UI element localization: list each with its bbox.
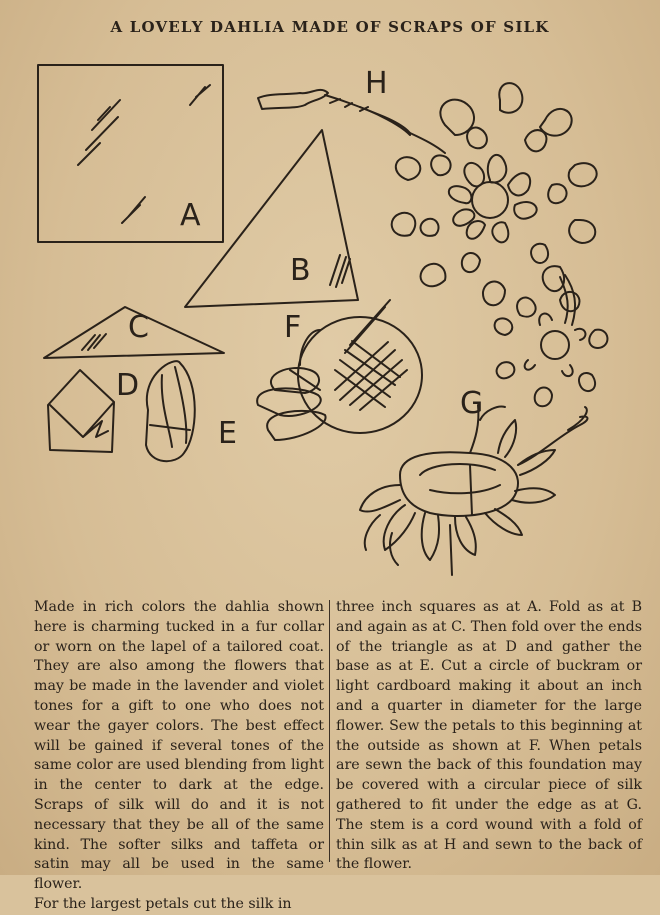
illustration	[0, 45, 660, 590]
dahlia-small	[495, 292, 608, 406]
paragraph: Made in rich colors the dahlia shown here is charming tucked in a fur collar or worn on the lapel of a tailored coat. They are also among the flowers that may be made in the lavender and violet tones for a gift to one who does not wear the gayer colors. The best effect will be gained if several tones of the same color are used blending from light in the center to dark at the edge. Scraps of silk will do and it is not necessary that they be all of the same kind. The softer silks and taffeta or satin may all be used in the same flower.	[34, 599, 324, 893]
stem-h	[258, 90, 328, 109]
column-divider	[329, 600, 330, 862]
fold-d	[48, 370, 114, 452]
label-d: D	[116, 368, 140, 403]
label-g: G	[460, 386, 484, 421]
dahlia-diagram	[0, 45, 660, 590]
text-column-left	[34, 598, 324, 915]
label-h: H	[365, 66, 388, 101]
label-c: C	[128, 310, 149, 345]
paragraph: three inch squares as at A. Fold as at B and again as at C. Then fold over the ends of the triangle as at D and gather the base as at E. Cut a circle of buckram or light cardboard making it about an inch and a quarter in diameter for the large flower. Sew the petals to this beginning at the outside as shown at F. When petals are sewn the back of this foundation may be covered with a circular piece of silk gathered to fit under the edge as at G. The stem is a cord wound with a fold of thin silk as at H and sewn to the back of the flower.	[336, 599, 642, 873]
dahlia-large	[392, 83, 597, 305]
label-b: B	[290, 253, 311, 288]
label-f: F	[284, 310, 302, 345]
label-a: A	[180, 198, 201, 233]
label-e: E	[218, 416, 237, 451]
text-column-right	[336, 598, 642, 875]
paragraph: For the largest petals cut the silk in	[34, 895, 292, 912]
petal-e	[146, 361, 195, 461]
page-title: A LOVELY DAHLIA MADE OF SCRAPS OF SILK	[110, 18, 550, 36]
